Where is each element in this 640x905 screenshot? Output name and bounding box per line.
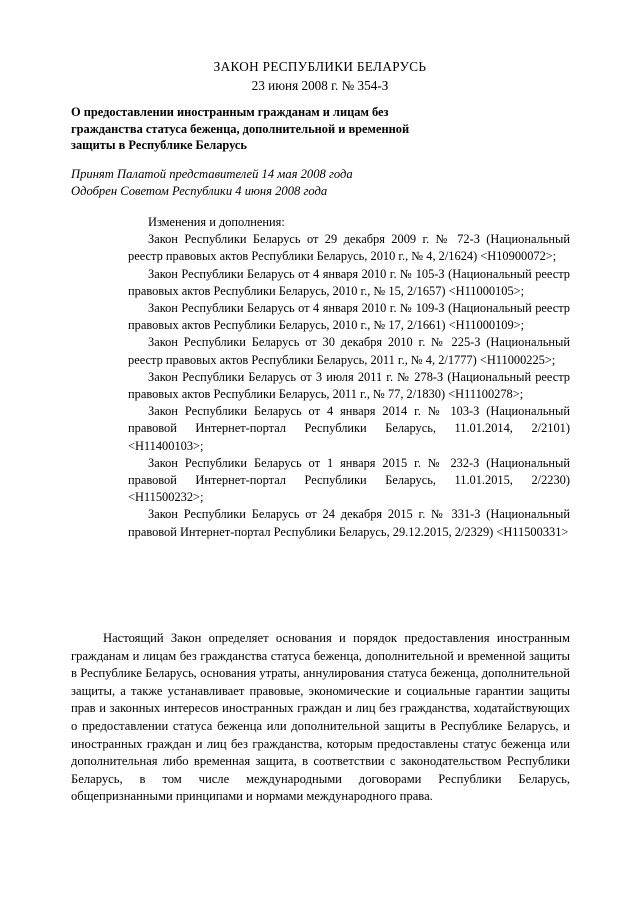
page-title: ЗАКОН РЕСПУБЛИКИ БЕЛАРУСЬ	[213, 59, 427, 74]
amendment-text: Закон Республики Беларусь от 1 января 2015 г. № 232-З (Национальный правовой Интернет-портал Республики Беларусь, 11.01.2015, 2/2230) <H11500232>;	[128, 455, 570, 505]
amendments-block	[128, 214, 570, 541]
amendment-item	[128, 300, 570, 334]
amendment-item	[128, 455, 570, 507]
heading-line-2: гражданства статуса беженца, дополнительной и временной	[71, 121, 410, 136]
amendment-item	[128, 334, 570, 368]
amendments-title: Изменения и дополнения:	[148, 215, 285, 229]
adoption-block	[71, 166, 531, 200]
body-block	[71, 630, 570, 806]
amendment-text: Закон Республики Беларусь от 4 января 2014 г. № 103-З (Национальный правовой Интернет-портал Республики Беларусь, 11.01.2014, 2/2101) <H11400103>;	[128, 404, 570, 453]
heading-line-3: защиты в Республике Беларусь	[71, 138, 247, 153]
amendment-text: Закон Республики Беларусь от 4 января 2010 г. № 105-З (Национальный реестр правовых актов Республики Беларусь, 2010 г., № 15, 2/1657) <H11000105>;	[128, 266, 570, 298]
amendment-item	[128, 403, 570, 455]
amendment-item	[128, 506, 570, 540]
document-subject-heading	[71, 104, 491, 154]
amendment-item	[128, 369, 570, 403]
heading-line-1: О предоставлении иностранным гражданам и лицам без	[71, 105, 389, 119]
amendment-text: Закон Республики Беларусь от 29 декабря 2009 г. № 72-З (Национальный реестр правовых актов Республики Беларусь, 2010 г., № 4, 2/1624) <H10900072>;	[128, 232, 570, 264]
amendment-text: Закон Республики Беларусь от 24 декабря 2015 г. № 331-З (Национальный правовой Интернет-портал Республики Беларусь, 29.12.2015, 2/2329) <H11500331>	[128, 507, 570, 539]
amendment-text: Закон Республики Беларусь от 4 января 2010 г. № 109-З (Национальный реестр правовых актов Республики Беларусь, 2010 г., № 17, 2/1661) <H11000109>;	[128, 301, 570, 333]
adoption-line-council: Одобрен Советом Республики 4 июня 2008 года	[71, 184, 328, 198]
amendment-text: Закон Республики Беларусь от 30 декабря 2010 г. № 225-З (Национальный реестр правовых актов Республики Беларусь, 2011 г., № 4, 2/1777) <H11000225>;	[128, 335, 570, 367]
document-title-block	[0, 58, 640, 95]
amendment-item	[128, 231, 570, 265]
amendment-text: Закон Республики Беларусь от 3 июля 2011 г. № 278-З (Национальный реестр правовых актов Республики Беларусь, 2011 г., № 77, 2/1830) <H11100278>;	[128, 369, 570, 402]
adoption-line-chamber: Принят Палатой представителей 14 мая 2008 года	[71, 167, 353, 181]
body-paragraph: Настоящий Закон определяет основания и порядок предоставления иностранным гражданам и лицам без гражданства статуса беженца, дополнительной и временной защиты в Республике Беларусь, основания утраты, аннулирования статуса беженца, дополнительной защиты, а также устанавливает правовые, экономические и социальные гарантии защиты прав и законных интересов иностранных граждан и лиц без гражданства, ходатайствующих о предоставлении статуса беженца или дополнительной защиты в Республике Беларусь, и иностранных граждан и лиц без гражданства, которым предоставлены статус беженца или дополнительная либо временная защита, в соответствии с законодательством Республики Беларусь, в том числе международными договорами Республики Беларусь, общепризнанными принципами и нормами международного права.	[71, 631, 570, 804]
amendment-item	[128, 266, 570, 300]
document-date-number: 23 июня 2008 г. № 354-З	[251, 78, 389, 93]
